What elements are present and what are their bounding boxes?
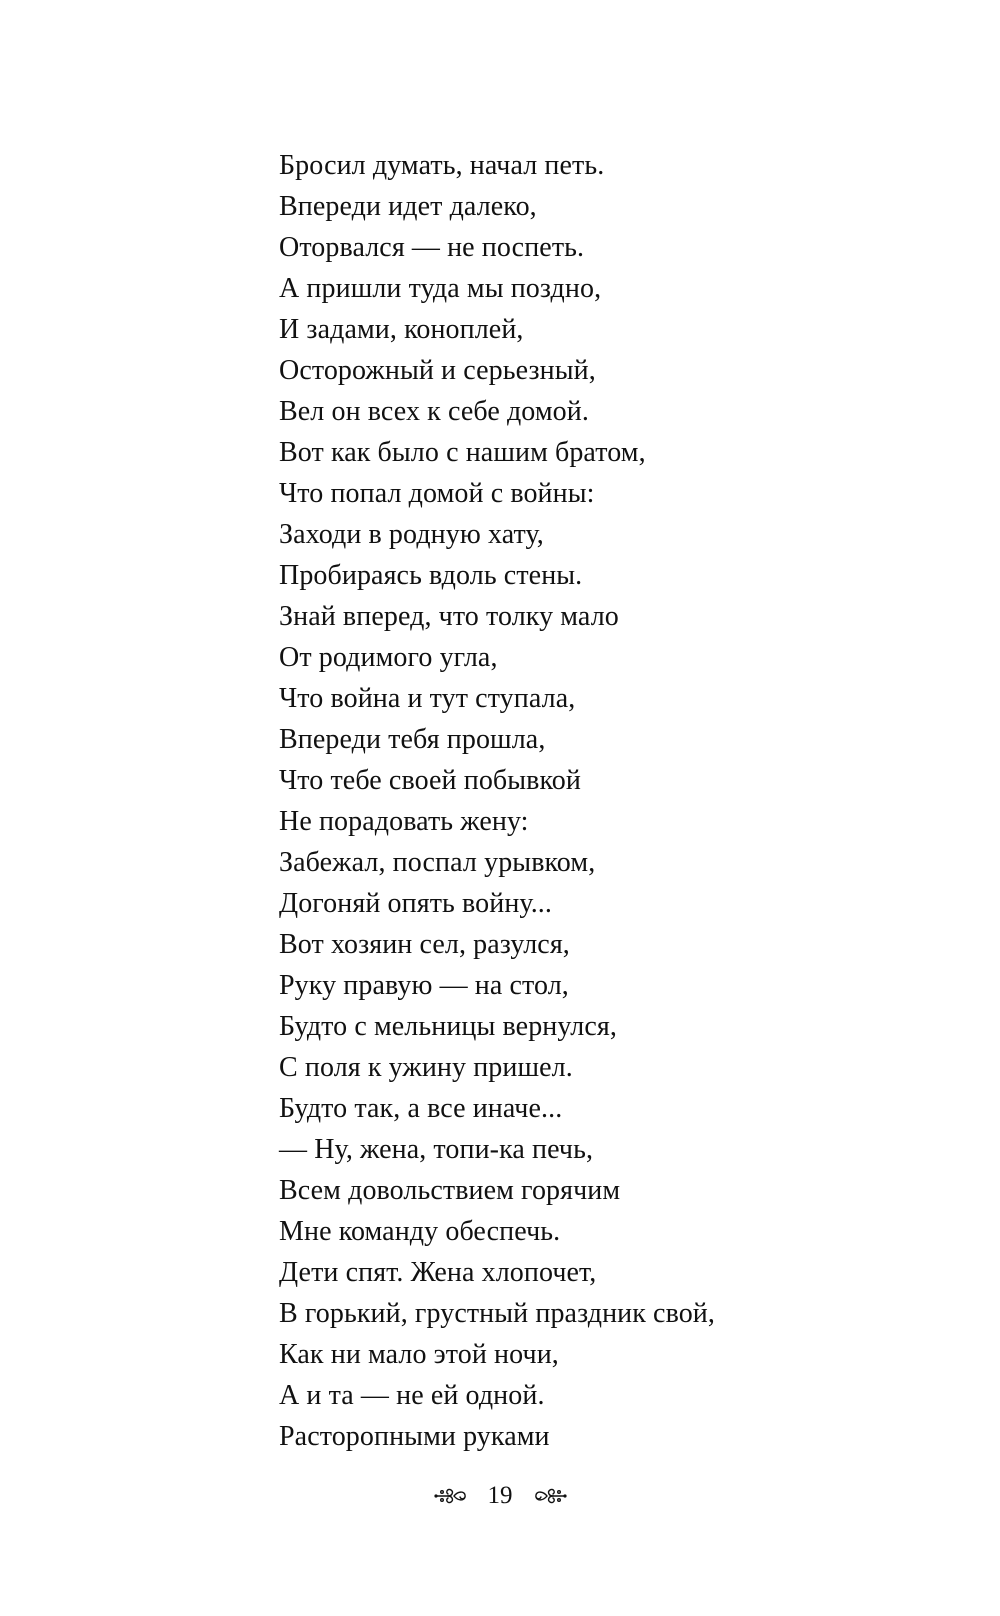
poem-line: В горький, грустный праздник свой, [279, 1298, 715, 1329]
poem-line: Вот как было с нашим братом, [279, 437, 646, 468]
poem-line: А и та — не ей одной. [279, 1380, 545, 1411]
poem-line: Будто так, а все иначе... [279, 1093, 563, 1124]
poem-line: Что попал домой с войны: [279, 478, 595, 509]
poem-line: Бросил думать, начал петь. [279, 150, 605, 181]
poem-line: Мне команду обеспечь. [279, 1216, 561, 1247]
poem-line: Оторвался — не поспеть. [279, 232, 585, 263]
poem-line: А пришли туда мы поздно, [279, 273, 602, 304]
poem-line: Что тебе своей побывкой [279, 765, 581, 796]
poem-line: — Ну, жена, топи-ка печь, [279, 1134, 594, 1165]
poem-line: И задами, коноплей, [279, 314, 524, 345]
poem-line: Не порадовать жену: [279, 806, 529, 837]
poem-text [279, 145, 715, 1457]
poem-line: Забежал, поспал урывком, [279, 847, 596, 878]
poem-line: От родимого угла, [279, 642, 498, 673]
poem-line: Догоняй опять войну... [279, 888, 552, 919]
flourish-right-icon [533, 1485, 567, 1507]
poem-line: Пробираясь вдоль стены. [279, 560, 583, 591]
poem-line: Как ни мало этой ночи, [279, 1339, 559, 1370]
flourish-left-icon [434, 1485, 468, 1507]
poem-line: Осторожный и серьезный, [279, 355, 596, 386]
poem-line: Впереди идет далеко, [279, 191, 537, 222]
poem-line: Заходи в родную хату, [279, 519, 544, 550]
poem-line: Руку правую — на стол, [279, 970, 569, 1001]
page-footer [0, 1476, 1000, 1516]
poem-line: Расторопными руками [279, 1421, 550, 1452]
poem-line: Что война и тут ступала, [279, 683, 576, 714]
poem-line: Всем довольствием горячим [279, 1175, 621, 1206]
poem-line: С поля к ужину пришел. [279, 1052, 573, 1083]
page-number: 19 [487, 1482, 513, 1509]
poem-line: Вот хозяин сел, разулся, [279, 929, 570, 960]
poem-line: Знай вперед, что толку мало [279, 601, 619, 632]
poem-line: Дети спят. Жена хлопочет, [279, 1257, 597, 1288]
poem-line: Впереди тебя прошла, [279, 724, 546, 755]
poem-line: Будто с мельницы вернулся, [279, 1011, 617, 1042]
poem-line: Вел он всех к себе домой. [279, 396, 589, 427]
